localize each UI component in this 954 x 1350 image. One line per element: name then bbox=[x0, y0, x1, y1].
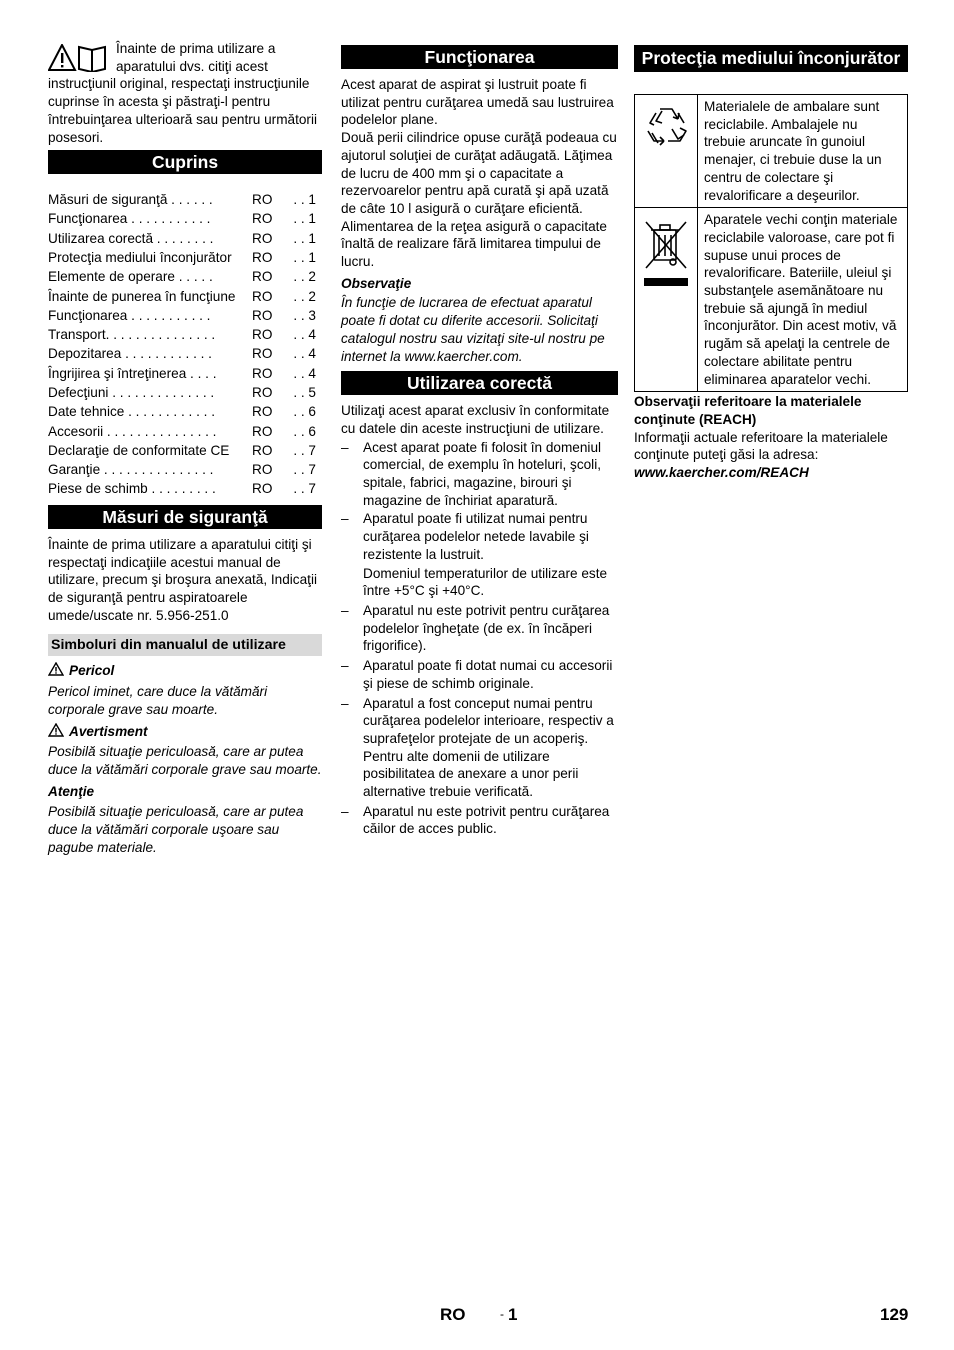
toc-dots: . . . . . . . . . . . bbox=[127, 307, 211, 323]
list-item: – Aparatul a fost conceput numai pentru curăţarea podelelor interioare, respectiv a suprafeţelor protejate de un acoperiş. Pentru alte domenii de utilizare posibilitatea de anexare a unor perii alternative trebuie verificată. bbox=[341, 695, 614, 800]
toc-label: Protecţia mediului înconjurător bbox=[48, 249, 232, 265]
warning-manual-icon bbox=[48, 44, 110, 72]
observatie-text: În funcţie de lucrarea de efectuat aparatul poate fi dotat cu diferite accesorii. Solicitaţi catalogul nostru sau vizitaţi site-ul nostru pe internet la www.kaercher.com. bbox=[341, 295, 605, 364]
table-row[interactable] bbox=[48, 345, 322, 364]
toc-lang: RO bbox=[252, 481, 273, 497]
list-item: – Acest aparat poate fi folosit în domeniul comercial, de exemplu în hoteluri, şcoli, spitale, fabrici, magazine, birouri şi magazine de închiriat aparatură. bbox=[341, 439, 602, 508]
pericol-text: Pericol iminet, care duce la vătămări corporale grave sau moarte. bbox=[48, 684, 268, 717]
toc-lang: RO bbox=[252, 230, 273, 246]
toc-label: Defecţiuni bbox=[48, 384, 109, 400]
toc-lang: RO bbox=[252, 365, 273, 381]
toc-label: Măsuri de siguranţă bbox=[48, 192, 168, 208]
toc-dots: . . . . . . . . . . . . . . bbox=[108, 384, 215, 400]
utilizarea-list bbox=[341, 439, 618, 838]
section-header-cuprins: Cuprins bbox=[48, 150, 322, 174]
intro-text: Înainte de prima utilizare a aparatului dvs. citiţi acest instrucţiunil original, respectaţi instrucţiunile cuprinse în acesta şi păstraţi-l pentru întrebuinţarea ulterioară sau pentru următorii posesori. bbox=[48, 41, 318, 145]
reach-text: Informaţii actuale referitoare la materialele conţinute puteţi găsi la adresa: bbox=[634, 429, 888, 463]
subsection-header-symbols: Simboluri din manualul de utilizare bbox=[48, 634, 322, 656]
utilizarea-intro: Utilizaţi acest aparat exclusiv în conformitate cu datele din aceste instrucţiuni de utilizare. bbox=[341, 403, 610, 436]
toc-page: . . 4 bbox=[293, 365, 316, 381]
intro-block bbox=[48, 40, 322, 146]
toc-page: . . 1 bbox=[293, 230, 316, 246]
reach-title: Observaţii referitoare la materialele conţinute (REACH) bbox=[634, 394, 862, 427]
toc-lang: RO bbox=[252, 307, 273, 323]
section-header-protectia: Protecţia mediului înconjurător bbox=[634, 45, 908, 72]
table-row[interactable] bbox=[48, 267, 322, 286]
toc-label: Declaraţie de conformitate CE bbox=[48, 442, 230, 458]
toc-page: . . 4 bbox=[293, 327, 316, 343]
masuri-text: Înainte de prima utilizare a aparatului citiţi şi respectaţi indicaţiile acestui manual de utilizare, precum şi broşura anexată, Indicaţii de siguranţă pentru aspiratoarele umede/uscate nr. 5.956-251.0 bbox=[48, 536, 317, 623]
toc-dots: . . . . . . . . . . . . bbox=[124, 404, 215, 420]
toc-dots: . . . . . . . . . . . . . . . bbox=[100, 462, 214, 478]
table-row[interactable] bbox=[48, 441, 322, 460]
warning-triangle-icon bbox=[48, 662, 64, 676]
table-row[interactable] bbox=[48, 480, 322, 499]
avertisment-heading bbox=[48, 723, 322, 741]
toc-page: . . 1 bbox=[293, 211, 316, 227]
toc-label: Garanţie bbox=[48, 462, 101, 478]
list-item: – Aparatul poate fi utilizat numai pentru curăţarea podelelor netede lavabile şi rezistente la lustruit. Domeniul temperaturilor de utilizare este între +5°C şi +40°C. bbox=[341, 510, 618, 600]
section-header-masuri: Măsuri de siguranţă bbox=[48, 505, 322, 529]
column-middle bbox=[341, 40, 618, 838]
toc-label: Depozitarea bbox=[48, 346, 122, 362]
functionarea-p2: Două perii cilindrice opuse curăţă podeaua cu ajutorul soluţiei de curăţat adăugată. Lăţimea de lucru de 400 mm şi o capacitate a rezervoarelor pentru apă curată şi apă uzată de câte 10 l asigură o curăţare eficientă. Alimentarea de la reţea asigură o capacitate înaltă de realizare fără limitarea timpului de lucru. bbox=[341, 130, 617, 270]
avertisment-title: Avertisment bbox=[69, 723, 148, 739]
toc-label: Transport bbox=[48, 327, 106, 343]
table-row[interactable] bbox=[48, 287, 322, 306]
footer-page-number: 129 bbox=[880, 1305, 909, 1324]
toc-lang: RO bbox=[252, 192, 273, 208]
table-row[interactable] bbox=[48, 229, 322, 248]
atentie-text: Posibilă situaţie periculoasă, care ar putea duce la vătămări corporale uşoare sau pagube materiale. bbox=[48, 804, 304, 855]
toc-page: . . 5 bbox=[293, 384, 316, 400]
toc-dots: . . . . . . bbox=[167, 192, 213, 208]
atentie-title: Atenţie bbox=[48, 783, 95, 799]
toc-label: Accesorii bbox=[48, 423, 104, 439]
toc-lang: RO bbox=[252, 249, 273, 265]
table-row bbox=[635, 208, 908, 392]
old-appliances-text: Aparatele vechi conţin materiale reciclabile valoroase, care pot fi supuse unui proces de revalorificare. Bateriile, uleiul şi substanţele asemănătoare nu trebuie să ajungă în mediul înconjurător. Din acest motiv, vă rugăm să apelaţi la centrele de colectare abilitate pentru eliminarea aparatelor vechi. bbox=[698, 208, 908, 392]
toc-page: . . 3 bbox=[293, 307, 316, 323]
toc-page: . . 7 bbox=[293, 481, 316, 497]
list-item: – Aparatul poate fi dotat numai cu accesorii şi piese de schimb originale. bbox=[341, 658, 613, 691]
toc-lang: RO bbox=[252, 211, 273, 227]
pericol-heading bbox=[48, 662, 322, 680]
toc-dots: . . . . . bbox=[174, 269, 213, 285]
toc-lang: RO bbox=[252, 462, 273, 478]
toc-page: . . 1 bbox=[293, 192, 316, 208]
pericol-title: Pericol bbox=[69, 663, 115, 679]
toc-page: . . 2 bbox=[293, 269, 316, 285]
toc-lang: RO bbox=[252, 327, 273, 343]
avertisment-text: Posibilă situaţie periculoasă, care ar putea duce la vătămări corporale grave sau moarte. bbox=[48, 744, 322, 777]
list-item: – Aparatul nu este potrivit pentru curăţarea podelelor îngheţate (de ex. în încăperi frigorifice). bbox=[341, 602, 610, 654]
functionarea-p1: Acest aparat de aspirat şi lustruit poate fi utilizat pentru curăţarea umedă sau lustruirea podelelor plane. bbox=[341, 77, 614, 128]
toc-label: Îngrijirea şi întreţinerea bbox=[48, 365, 187, 381]
toc-page: . . 7 bbox=[293, 462, 316, 478]
toc-dots: . . . . . . . . . . . . . . . bbox=[105, 327, 216, 343]
packaging-text: Materialele de ambalare sunt reciclabile. Ambalajele nu trebuie aruncate în gunoiul menajer, ci trebuie duse la un centru de colectare şi revalorificare a deşeurilor. bbox=[698, 95, 908, 208]
table-row[interactable] bbox=[48, 306, 322, 325]
toc-dots: . . . . bbox=[186, 365, 217, 381]
toc-label: Înainte de punerea în funcţiune bbox=[48, 288, 236, 304]
toc-page: . . 6 bbox=[293, 423, 316, 439]
column-right bbox=[634, 40, 908, 482]
table-row[interactable] bbox=[48, 383, 322, 402]
toc-dots: . . . . . . . . . bbox=[147, 481, 216, 497]
toc-label: Utilizarea corectă bbox=[48, 230, 154, 246]
table-row bbox=[635, 95, 908, 208]
toc-page: . . 2 bbox=[293, 288, 316, 304]
toc-label: Date tehnice bbox=[48, 404, 125, 420]
toc-lang: RO bbox=[252, 384, 273, 400]
reach-link[interactable]: www.kaercher.com/REACH bbox=[634, 465, 809, 481]
list-item: – Aparatul nu este potrivit pentru curăţarea căilor de acces public. bbox=[341, 803, 610, 837]
table-row[interactable] bbox=[48, 422, 322, 441]
toc-label: Piese de schimb bbox=[48, 481, 148, 497]
table-row[interactable] bbox=[48, 460, 322, 479]
table-row[interactable] bbox=[48, 190, 322, 209]
observatie-title: Observaţie bbox=[341, 275, 412, 291]
toc-page: . . 7 bbox=[293, 442, 316, 458]
crossed-bin-icon bbox=[640, 214, 692, 294]
table-row[interactable] bbox=[48, 248, 322, 267]
toc-label: Elemente de operare bbox=[48, 269, 175, 285]
toc-dots: . . . . . . . . . . . . bbox=[121, 346, 212, 362]
table-of-contents bbox=[48, 190, 322, 499]
toc-lang: RO bbox=[252, 423, 273, 439]
footer-local-page: - 1 bbox=[500, 1305, 518, 1324]
toc-dots: . . . . . . . . bbox=[153, 230, 214, 246]
toc-lang: RO bbox=[252, 442, 273, 458]
toc-lang: RO bbox=[252, 269, 273, 285]
table-row[interactable] bbox=[48, 364, 322, 383]
recycle-icon bbox=[640, 101, 692, 153]
table-row[interactable] bbox=[48, 325, 322, 344]
toc-lang: RO bbox=[252, 346, 273, 362]
warning-triangle-icon bbox=[48, 723, 64, 737]
section-header-functionarea: Funcţionarea bbox=[341, 45, 618, 69]
toc-label: Funcţionarea bbox=[48, 307, 128, 323]
toc-lang: RO bbox=[252, 288, 273, 304]
environment-table bbox=[634, 94, 908, 392]
toc-dots: . . . . . . . . . . . . . . . bbox=[103, 423, 217, 439]
toc-lang: RO bbox=[252, 404, 273, 420]
table-row[interactable] bbox=[48, 402, 322, 421]
footer-language: RO bbox=[440, 1305, 466, 1324]
column-left bbox=[48, 40, 322, 857]
toc-dots: . . . . . . . . . . . bbox=[127, 211, 211, 227]
table-row[interactable] bbox=[48, 210, 322, 229]
toc-page: . . 6 bbox=[293, 404, 316, 420]
toc-page: . . 1 bbox=[293, 249, 316, 265]
section-header-utilizarea: Utilizarea corectă bbox=[341, 371, 618, 395]
toc-label: Funcţionarea bbox=[48, 211, 128, 227]
temp-text: Domeniul temperaturilor de utilizare este între +5°C şi +40°C. bbox=[363, 565, 608, 599]
toc-page: . . 4 bbox=[293, 346, 316, 362]
